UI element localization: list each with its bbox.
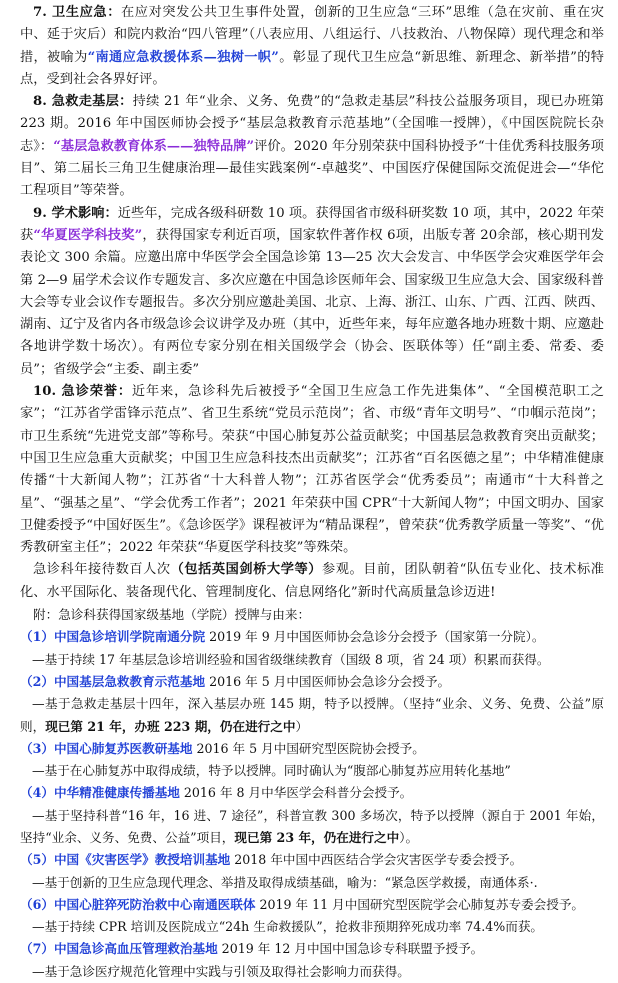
annex-entry-basis: —基于坚持科普“16 年，16 进、7 途径”，科普宣教 300 多场次，特予以授牌（源自于 2001 年始，坚持“业余、义务、免费、公益”项目，现已第 23 年，仍在进行之中）。	[20, 807, 604, 845]
annex-entry-basis: —基于急诊医疗规范化管理中实践与引领及取得社会影响力而获得。	[32, 963, 410, 979]
annex-entry-title: （5）中国《灾害医学》教授培训基地 2018 年中国中西医结合学会灾害医学专委会授予。	[20, 852, 523, 868]
annex-entry-basis: —基于持续 CPR 培训及医院成立“24h 生命救援队”，抢救非预期猝死成功率 74.4%而获。	[32, 919, 544, 935]
closing-paragraph	[20, 559, 604, 604]
item-10	[20, 381, 604, 559]
annex-entry-basis: —基于创新的卫生应急现代理念、举措及取得成绩基础，喻为：“紧急医学救援，南通体系·.	[32, 874, 538, 890]
annex-entry-title: （7）中国急诊高血压管理救治基地 2019 年 12 月中国中国急诊专科联盟予授予。	[20, 941, 484, 957]
annex-entry-title: （1）中国急诊培训学院南通分院 2019 年 9 月中国医师协会急诊分会授予（国家第一分院）。	[20, 629, 545, 645]
item-heading: 10. 急诊荣誉：	[33, 384, 132, 400]
item-7	[20, 2, 604, 91]
closing-emphasis: （包括英国剑桥大学等）	[170, 562, 322, 578]
annex-entry-basis: —基于急救走基层十四年，深入基层办班 145 期，特予以授牌。（坚持“业余、义务、免费、公益”原则，现已第 21 年，办班 223 期，仍在进行之中）	[20, 696, 604, 734]
annex-entry-basis: —基于在心肺复苏中取得成绩，特予以授牌。同时确认为“腹部心肺复苏应用转化基地”	[32, 763, 511, 779]
item-text: 评价。2020 年分别荣获中国科协授予“十佳优秀科技服务项目”、第二届长三角卫生健康治理—最佳实践案例“-卓越奖”、中国医疗保健国际交流促进会—“华佗工程项目”等荣誉。	[20, 138, 604, 199]
annex-intro: 附：急诊科获得国家级基地（学院）授牌与由来：	[33, 607, 311, 623]
annex-entry-title: （2）中国基层急救教育示范基地 2016 年 5 月中国医师协会急诊分会授予。	[20, 673, 451, 689]
item-text: 近年来，急诊科先后被授予“全国卫生应急工作先进集体”、“全国模范职工之家”；“江苏省学雷锋示范点”、省卫生系统“党员示范岗”；省、市级“青年文明号”、“巾帼示范岗”；市卫生系统“先进党支部”等称号。荣获“中国心肺复苏公益贡献奖；中国基层急救教育突出贡献奖；中国卫生应急重大贡献奖；中国卫生应急科技杰出贡献奖”；江苏省“百名医德之星”；中华精准健康传播“十大新闻人物”；江苏省“十大科普人物”；江苏省医学会“优秀委员”；南通市“十大科普之星”、“强基之星”、“学会优秀工作者”；2021 年荣获中国 CPR“十大新闻人物”；中国文明办、国家卫健委授予“中国好医生”。《急诊医学》课程被评为“精品课程”，曾荣获“优秀教学质量一等奖”、“优秀教研室主任”；2022 年荣获“华夏医学科技奖”等殊荣。	[20, 384, 604, 556]
annex-list	[20, 626, 604, 983]
item-9	[20, 203, 604, 381]
item-8	[20, 91, 604, 202]
annex-entry-basis: —基于持续 17 年基层急诊培训经验和国省级继续教育（国级 8 项，省 24 项）积累而获得。	[32, 651, 550, 667]
annex-entry-title: （6）中国心脏猝死防治救中心南通医联体 2019 年 11 月中国研究型医院学会心肺复苏专委会授予。	[20, 896, 585, 912]
highlight-phrase: “基层急救教育体系——独特品牌”	[53, 138, 255, 154]
item-heading: 7. 卫生应急：	[33, 5, 122, 20]
item-text: 持续 21 年“业余、义务、免费”的“急救走基层”科技公益服务项目，现已办班第 223 期。2016 年中国医师协会授予“基层急救教育示范基地”（全国唯一授牌），《中国医院院长杂志》：	[20, 94, 604, 154]
closing-text: 参观。目前，团队朝着“队伍专业化、技术标准化、水平国际化、装备现代化、管理制度化、信息网络化”新时代高质量急诊迈进!	[20, 562, 604, 600]
item-text: 近些年，完成各级科研数 10 项。获得国省市级科研奖数 10 项，其中，2022 年荣获	[20, 205, 604, 243]
item-heading: 9. 学术影响：	[33, 205, 118, 221]
item-heading: 8. 急救走基层：	[33, 94, 133, 110]
highlight-phrase: “南通应急救援体系—独树一帜”	[87, 49, 279, 65]
item-text: ，获得国家专利近百项，国家软件著作权 6项，出版专著 20余部，核心期刊发表论文 300 余篇。应邀出席中华医学会全国急诊第 13—25 次大会发言、中华医学会灾难医学年会第 2—9 届学术会议作专题发言、多次应邀在中国急诊医师年会、国家级卫生应急大会、国家级科普大会等专业会议作专题报告。多次分别应邀赴美国、北京、上海、浙江、山东、广西、江西、陕西、湖南、辽宁及省内各市级急诊会议讲学及办班（其中，近些年来，每年应邀各地办班数十期、应邀赴各地讲学数十场次）。有两位专家分别在相关国级学会（协会、医联体等）任“副主委、常委、委员”；省级学会“主委、副主委”	[20, 227, 604, 377]
annex-entry-title: （3）中国心肺复苏医教研基地 2016 年 5 月中国研究型医院协会授予。	[20, 740, 425, 756]
closing-text: 急诊科年接待数百人次	[33, 562, 171, 578]
highlight-phrase: “华夏医学科技奖”	[33, 227, 143, 243]
annex-entry-title: （4）中华精准健康传播基地 2016 年 8 月中华医学会科普分会授予。	[20, 785, 413, 801]
item-text: 在应对突发公共卫生事件处置，创新的卫生应急“三环”思维（急在灾前、重在灾中、延于灾后）和院内救治“四八管理”（八表应用、八组运行、八技救治、八物保障）现代理念和举措，被喻为	[20, 5, 604, 65]
item-text: 。彰显了现代卫生应急“新思维、新理念、新举措”的特点，受到社会各界好评。	[20, 49, 605, 87]
